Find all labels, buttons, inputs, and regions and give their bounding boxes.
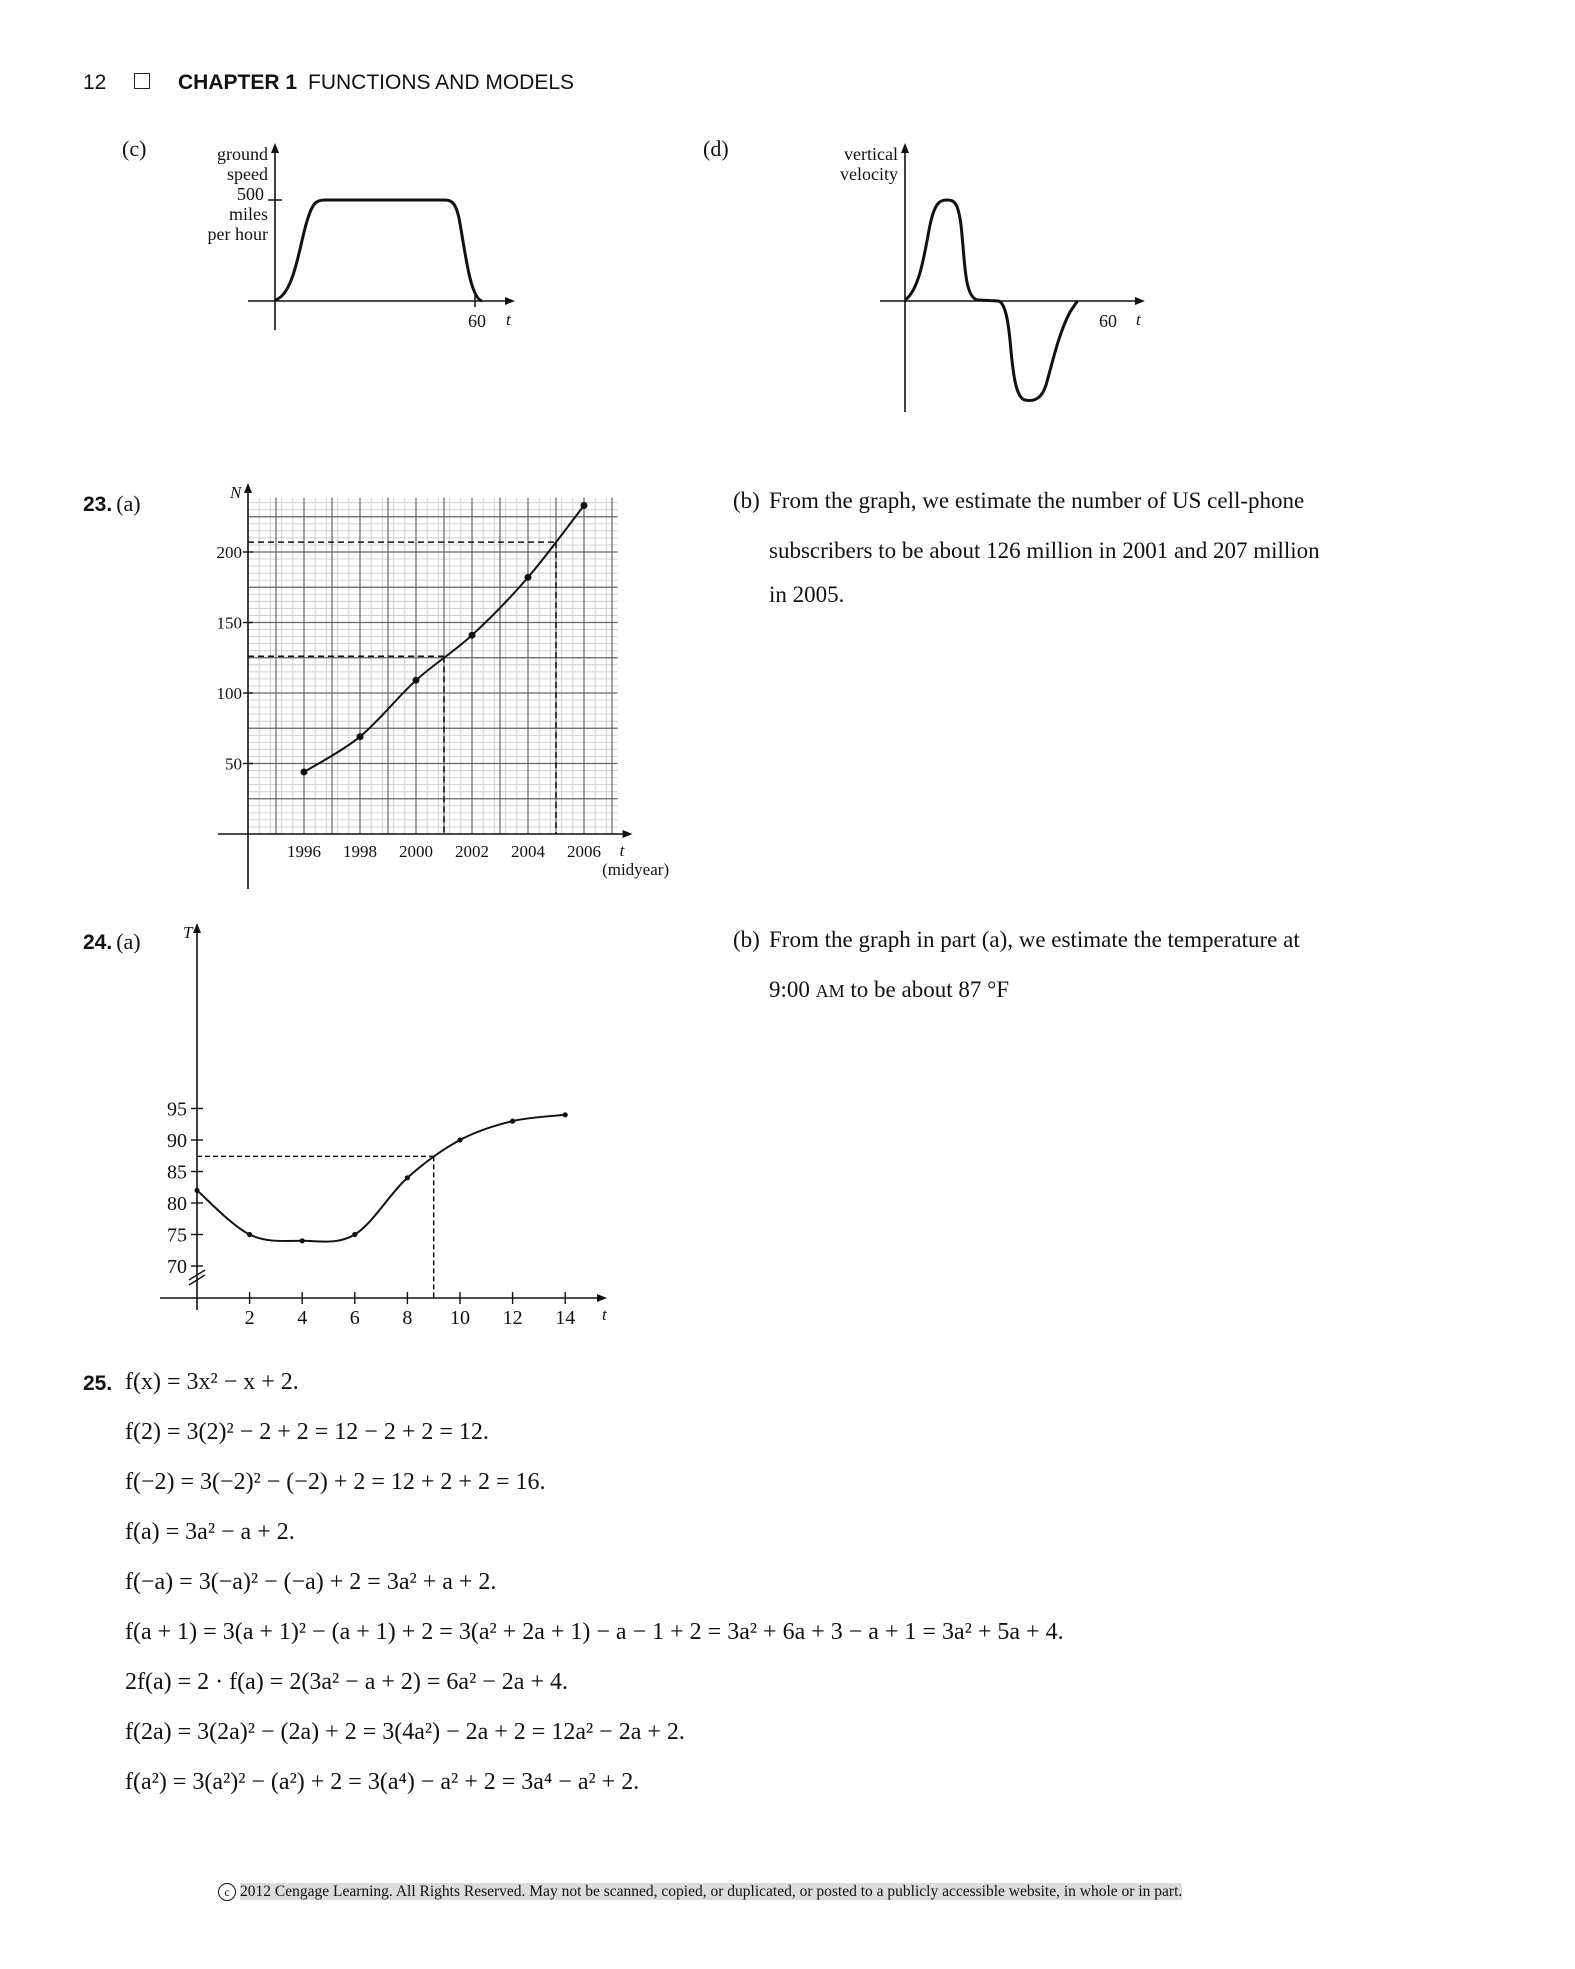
data-point (352, 1232, 357, 1237)
problem-24-b-line-2 (769, 976, 1009, 1004)
problem-24-b-ampm: AM (815, 981, 845, 1001)
problem-23-b-line-2: subscribers to be about 126 million in 2001 and 207 million (769, 538, 1320, 563)
y-tick-label: 100 (216, 684, 242, 703)
x-axis-label: t (602, 1305, 607, 1324)
graph-c-ylabel-4: miles (229, 204, 268, 224)
y-axis-label: N (230, 483, 242, 502)
y-tick-label: 70 (167, 1256, 187, 1278)
graph-d-ylabel-1: vertical (844, 144, 898, 164)
x-axis-label: t (619, 841, 625, 860)
x-tick-label: 2002 (455, 842, 489, 861)
graph-c-xlabel: t (506, 310, 511, 329)
data-point (457, 1137, 462, 1142)
x-tick-label: 10 (450, 1307, 470, 1329)
y-tick-label: 95 (167, 1098, 187, 1121)
graph-c-ylabel-5: per hour (207, 224, 268, 244)
graph-c (180, 140, 540, 340)
data-point (357, 733, 364, 740)
graph-d-label: (d) (703, 136, 729, 161)
graph-d (820, 140, 1160, 420)
y-axis-label: T (183, 923, 193, 942)
y-axis-arrow (244, 483, 252, 493)
x-tick-label: 1996 (287, 842, 321, 861)
problem-23 (83, 491, 141, 517)
data-point (413, 677, 420, 684)
y-tick-label: 85 (167, 1161, 187, 1184)
equation-line-9: f(a²) = 3(a²)² − (a²) + 2 = 3(a⁴) − a² + 2 = 3a⁴ − a² + 2. (125, 1769, 640, 1795)
problem-23-part-a: (a) (116, 491, 141, 516)
problem-23-number: 23. (83, 493, 113, 516)
copyright-icon: c (218, 1883, 236, 1901)
graph-d-xtick: 60 (1099, 311, 1117, 331)
graph-c-ylabel-1: ground (217, 144, 268, 164)
problem-24-b-line-1: From the graph in part (a), we estimate the temperature at (769, 927, 1300, 952)
graph-c-ylabel-2: speed (227, 164, 268, 184)
x-axis-arrow (597, 1294, 607, 1302)
graph-c-label: (c) (122, 136, 147, 161)
data-point (301, 768, 308, 775)
problem-24-b-rest: to be about 87 °F (850, 977, 1010, 1002)
equation-line-3: f(−2) = 3(−2)² − (−2) + 2 = 12 + 2 + 2 = 16. (125, 1469, 546, 1495)
x-tick-label: 4 (297, 1307, 308, 1329)
chapter-number: CHAPTER 1 (178, 71, 298, 94)
graph-d-xlabel: t (1136, 310, 1141, 329)
chart-23a (180, 478, 700, 903)
y-tick-label: 50 (225, 754, 242, 774)
equation-line-5: f(−a) = 3(−a)² − (−a) + 2 = 3a² + a + 2. (125, 1569, 497, 1595)
data-point (581, 502, 588, 509)
x-tick-label: 14 (555, 1307, 576, 1329)
problem-23-b-line-1: From the graph, we estimate the number of US cell-phone (769, 488, 1305, 513)
equation-line-6: f(a + 1) = 3(a + 1)² − (a + 1) + 2 = 3(a² + 2a + 1) − a − 1 + 2 = 3a² + 6a + 3 − a + 1 = 3a² + 5a + 4. (125, 1619, 1064, 1645)
x-tick-label: 2004 (511, 842, 545, 861)
problem-24-b-time: 9:00 (769, 977, 810, 1002)
problem-23-b-label: (b) (733, 488, 760, 513)
problem-25-number: 25. (83, 1372, 113, 1395)
graph-c-xtick: 60 (468, 311, 486, 331)
equation-line-8: f(2a) = 3(2a)² − (2a) + 2 = 3(4a²) − 2a + 2 = 12a² − 2a + 2. (125, 1719, 685, 1745)
graph-c-ylabel-3: 500 (237, 184, 264, 204)
data-point (563, 1112, 568, 1117)
y-tick-label: 90 (167, 1130, 187, 1152)
problem-24 (83, 929, 141, 955)
x-tick-label: 2 (244, 1307, 255, 1329)
problem-24-part-a: (a) (116, 929, 141, 954)
equation-line-4: f(a) = 3a² − a + 2. (125, 1519, 295, 1545)
equation-line-7: 2f(a) = 2 · f(a) = 2(3a² − a + 2) = 6a² − 2a + 4. (125, 1669, 568, 1695)
header-box-icon (134, 73, 150, 89)
copyright-text: 2012 Cengage Learning. All Rights Reserved. May not be scanned, copied, or duplicated, or posted to a publicly accessible website, in whole or in part. (240, 1883, 1183, 1900)
problem-23-b-line-3: in 2005. (769, 582, 845, 607)
chapter-title: FUNCTIONS AND MODELS (308, 71, 575, 94)
y-tick-label: 200 (216, 543, 242, 562)
chart-24a (150, 918, 630, 1343)
data-point (405, 1175, 410, 1180)
problem-24-b-label: (b) (733, 927, 760, 952)
equation-line-1: f(x) = 3x² − x + 2. (125, 1369, 299, 1395)
y-tick-label: 150 (216, 613, 242, 633)
data-point (510, 1119, 515, 1124)
x-tick-label: 6 (349, 1307, 360, 1329)
problem-24-number: 24. (83, 931, 113, 954)
x-tick-label: 12 (502, 1307, 523, 1329)
x-tick-label: 8 (402, 1307, 413, 1329)
x-tick-label: 2000 (399, 842, 433, 861)
y-tick-label: 80 (167, 1193, 187, 1215)
x-tick-label: 2006 (567, 842, 601, 861)
x-axis-arrow (623, 830, 633, 838)
equation-line-2: f(2) = 3(2)² − 2 + 2 = 12 − 2 + 2 = 12. (125, 1419, 489, 1445)
copyright-footer (218, 1883, 1182, 1901)
data-point (300, 1238, 305, 1243)
data-point (247, 1232, 252, 1237)
x-tick-label: 1998 (343, 842, 377, 861)
page-number: 12 (83, 71, 107, 94)
y-axis-arrow (193, 923, 201, 933)
data-point (525, 574, 532, 581)
y-tick-label: 75 (167, 1224, 187, 1247)
x-axis-note: (midyear) (602, 860, 670, 879)
data-point (194, 1188, 199, 1193)
graph-d-ylabel-2: velocity (840, 164, 898, 184)
data-curve (197, 1115, 565, 1242)
data-point (469, 632, 476, 639)
